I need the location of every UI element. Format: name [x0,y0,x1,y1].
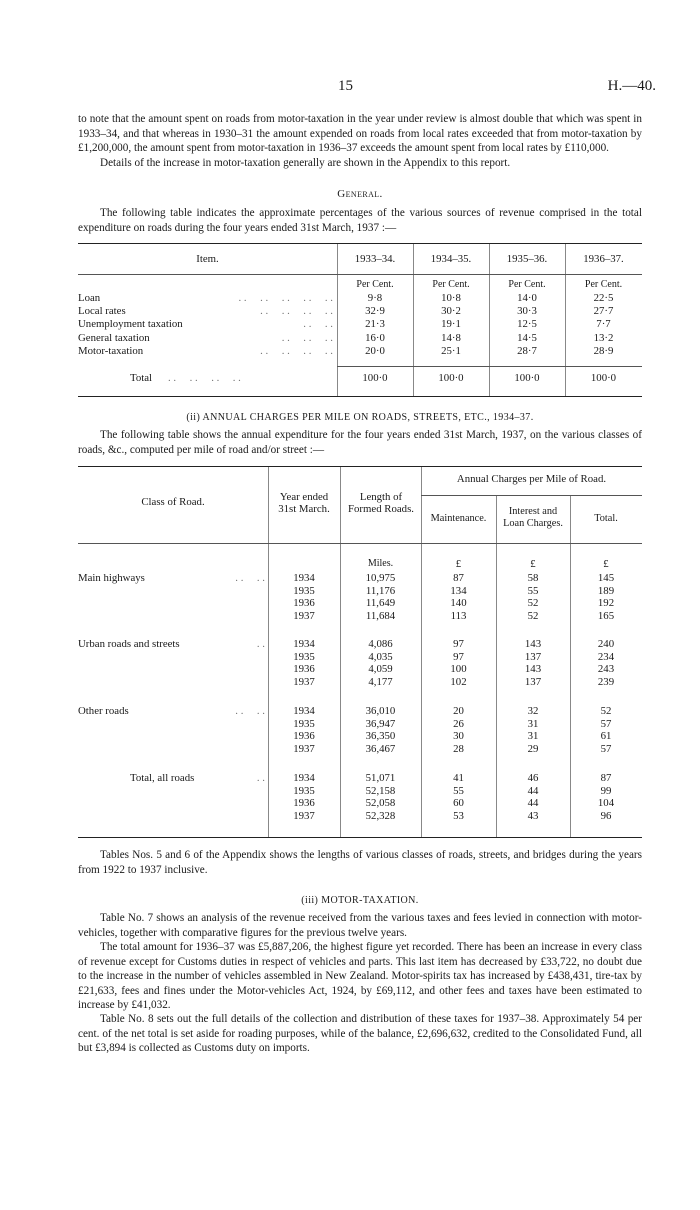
document-code: H.—40. [607,78,656,94]
table2-cell-maint: 28 [453,742,464,755]
table2-cell-total: 57 [600,742,612,755]
table2-cell-length: 36,947 [365,717,396,730]
table1-cell: 14·0 [517,292,537,304]
table2-top-rule [78,466,642,467]
table2-cell-length: 36,010 [365,705,396,717]
table2-cell-total: 243 [597,663,615,676]
table2-cell-maint: 55 [453,784,464,797]
table1-row-label: Loan [78,292,101,304]
table2-cell-interest: 43 [527,809,539,822]
table2-group-label: Other roads [78,705,129,717]
table2-cell-interest: 46 [527,772,539,784]
table2-cell-total: 240 [597,638,615,650]
table2-cell-total: 61 [600,730,612,743]
table1-cell: 20·0 [365,344,385,357]
table1-total-label: Total [130,372,153,384]
general-paragraph: The following table indicates the approximate percentages of the various sources of revenue comprised in the total expenditure on roads during the four years ended 31st March, 1937 :— [78,207,642,234]
table1-cell: 16·0 [365,331,385,344]
intro-paragraph: to note that the amount spent on roads from motor-taxation in the year under review is almost double that which was spent in 1933–34, and that whereas in 1930–31 the amount expended on roads from local rates exceeded that from motor-taxation by £1,200,000, the amount spent from motor-taxation in 1936–37 exceeds the amount spent from local rates by £110,000. [78,113,642,155]
general-heading: General. [337,188,383,200]
motor-taxation-paragraph-2: The total amount for 1936–37 was £5,887,206, the highest figure yet recorded. There has been an increase in every class of revenue except for Customs duties in respect of vehicles and parts. This last item has decreased by £33,722, no doubt due to the increase in the number of vehicles assembled in New Zealand. Motor-spirits tax has increased by £438,431, tire-tax by £21,633, fees and fines under the Motor-vehicles Act, 1924, by £69,112, and other fees and taxes have been estimated to increase by £41,032. [78,941,642,1012]
table2-cell-year: 1936 [293,797,315,810]
table1-row-dots: . . . . . . . . [260,344,333,357]
appendix-note: Details of the increase in motor-taxation generally are shown in the Appendix to this report. [100,157,511,169]
table1-total-value: 100·0 [438,372,464,384]
table2-cell-length: 36,467 [365,742,396,755]
table2-cell-interest: 55 [527,584,539,597]
table2-cell-total: 57 [600,717,612,730]
table1-unit: Per Cent. [584,279,623,290]
table2-group-rule [421,495,642,496]
table2-cell-length: 52,158 [365,784,396,797]
table1-unit: Per Cent. [356,279,394,290]
table2-cell-interest: 44 [527,797,539,810]
table1-top-rule [78,243,642,244]
table2-header-rule [78,543,642,544]
table2-header-class: Class of Road. [141,496,205,508]
table2-cell-year: 1937 [293,809,315,822]
table2-header-annual-charges: Annual Charges per Mile of Road. [456,473,607,485]
table2-cell-maint: 60 [453,797,464,810]
annual-charges-paragraph: The following table shows the annual expenditure for the four years ended 31st March, 1937, on the various classes of roads, &c., computed per mile of road and/or street :— [78,429,642,456]
table2-group-dots: . . . . [235,572,265,584]
table2-cell-year: 1936 [293,597,315,610]
table1-unit: Per Cent. [432,279,470,290]
table2-cell-interest: 137 [524,650,542,663]
table2-cell-length: 11,176 [365,584,396,597]
table1-cell: 28·9 [593,344,614,357]
table1-cell: 28·7 [517,344,537,357]
table2-cell-maint: 41 [453,772,464,784]
table1-row-dots: . . . . [303,318,333,331]
motor-taxation-paragraph-3: Table No. 8 sets out the full details of the collection and distribution of these taxes for 1937–38. Approximately 54 per cent. of the net total is set aside for roading purposes, while of the balance, £2,696,632, credited to the Consolidated Fund, all but £3,894 is collected as Customs duty on imports. [78,1013,642,1055]
table1-total-value: 100·0 [590,372,617,384]
table2-cell-interest: 137 [524,675,542,688]
table1-bottom-rule [78,396,642,397]
table2-cell-interest: 143 [524,638,542,650]
table1-cell: 22·5 [593,292,614,304]
table2-cell-year: 1934 [293,772,315,784]
table1-header-rule [78,274,642,275]
table2-cell-length: 4,035 [368,650,393,663]
table2-cell-interest: 31 [527,730,539,743]
table2-cell-length: 51,071 [365,772,396,784]
table1-cell: 13·2 [593,331,614,344]
table1-row-label: Unemployment taxation [78,318,183,331]
table2-cell-length: 36,350 [365,730,396,743]
annual-charges-heading: (ii) ANNUAL CHARGES PER MILE ON ROADS, STREETS, ETC., 1934–37. [186,412,534,423]
table2-cell-total: 192 [597,597,615,610]
table2-cell-length: 11,684 [365,609,396,622]
table2-cell-length: 52,058 [365,797,396,810]
table2-group-dots: . . [256,638,265,650]
table2-cell-maint: 134 [450,584,467,597]
table2-cell-maint: 97 [453,638,464,650]
table1-cell: 19·1 [441,318,461,331]
table2-cell-interest: 52 [527,609,539,622]
table2-cell-interest: 44 [527,784,539,797]
table1-unit: Per Cent. [508,279,546,290]
table2-cell-maint: 113 [450,609,467,622]
table2-header-interest: Interest and Loan Charges. [503,506,563,529]
table1-total-value: 100·0 [362,372,388,384]
table2-cell-year: 1935 [293,584,315,597]
table2-header-maintenance: Maintenance. [430,513,487,524]
table2-cell-total: 104 [597,797,615,810]
table2-cell-total: 239 [597,675,615,688]
table1-header-year: 1933–34. [354,253,396,265]
page-number: 15 [338,78,353,94]
table2-cell-length: 4,059 [368,663,393,676]
table1-cell: 7·7 [596,318,611,331]
table2-cell-length: 4,086 [368,638,393,650]
table2-header-total: Total. [594,513,618,524]
table1-total-value: 100·0 [514,372,540,384]
table2-cell-maint: 100 [450,663,467,676]
table1-cell: 30·3 [517,305,537,318]
table2-group-label: Main highways [78,572,145,584]
table1-cell: 32·9 [365,305,385,318]
motor-taxation-paragraph-1: Table No. 7 shows an analysis of the revenue received from the various taxes and fees levied in connection with motor-vehicles, together with comparative figures for the previous twelve years. [78,912,642,939]
table2-unit-pound: £ [603,558,609,570]
table2-cell-interest: 29 [527,742,539,755]
table2-cell-total: 145 [597,572,615,584]
table2-cell-interest: 31 [527,717,539,730]
table2-cell-interest: 58 [527,572,539,584]
table2-cell-total: 189 [597,584,615,597]
table2-cell-total: 99 [600,784,612,797]
table2-cell-length: 52,328 [365,809,396,822]
table2-cell-year: 1934 [293,638,315,650]
table1-cell: 27·7 [593,305,614,318]
table2-header-length: Length of Formed Roads. [348,491,414,515]
table1-cell: 30·2 [441,305,461,318]
table1-header-year: 1935–36. [506,253,548,265]
table2-group-label: Total, all roads [130,772,195,784]
table2-cell-total: 234 [597,650,615,663]
table2-cell-year: 1935 [293,784,315,797]
appendix-tables-note: Tables Nos. 5 and 6 of the Appendix shows the lengths of various classes of roads, streets, and bridges during the years from 1922 to 1937 inclusive. [78,849,642,876]
table2-cell-interest: 52 [527,597,539,610]
table2-cell-maint: 26 [453,717,464,730]
table1-row-dots: . . . . . . . . [260,305,333,318]
table2-cell-year: 1934 [293,705,315,717]
table1-header-year: 1936–37. [583,253,624,265]
table2-group-label: Urban roads and streets [78,638,180,650]
table1-row-dots: . . . . . . [281,331,333,344]
table1-cell: 14·5 [517,331,537,344]
table2-cell-interest: 32 [527,705,539,717]
table1-row-label: Local rates [78,305,126,318]
table2-cell-length: 11,649 [365,597,396,610]
table1-cell: 12·5 [517,318,537,331]
table2-cell-length: 4,177 [368,675,393,688]
table1-cell: 14·8 [441,331,461,344]
table2-cell-interest: 143 [524,663,542,676]
table2-cell-year: 1935 [293,717,315,730]
table2-cell-year: 1937 [293,675,315,688]
table2-unit-pound: £ [455,558,462,570]
table2-cell-year: 1936 [293,730,315,743]
table2-cell-year: 1937 [293,742,315,755]
table1-cell: 9·8 [367,292,383,304]
table1-total-dots: . . . . . . . . [168,372,241,384]
table1-row-label: Motor-taxation [78,344,144,357]
table1-cell: 21·3 [365,318,385,331]
table2-cell-length: 10,975 [365,572,396,584]
table2-cell-year: 1935 [293,650,315,663]
table2-cell-year: 1934 [293,572,315,584]
table2-cell-maint: 140 [450,597,467,610]
table1-cell: 25·1 [441,344,461,357]
table2-cell-year: 1936 [293,663,315,676]
table2-bottom-rule [78,837,642,838]
table1-row-label: General taxation [78,331,150,344]
table2-unit-pound: £ [530,558,536,570]
table2-cell-year: 1937 [293,609,315,622]
table2-cell-maint: 53 [453,809,464,822]
table2-cell-maint: 102 [450,675,467,688]
table1-header-year: 1934–35. [430,253,472,265]
table2-cell-total: 96 [600,809,612,822]
table2-cell-maint: 30 [453,730,464,743]
table2-cell-maint: 97 [453,650,464,663]
table2-cell-maint: 20 [453,705,464,717]
table2-unit-miles: Miles. [367,558,394,569]
table1-total-rule [337,366,642,367]
table1-cell: 10·8 [441,292,461,304]
table2-cell-total: 87 [600,772,612,784]
table2-cell-total: 52 [600,705,612,717]
table2-divider [268,467,269,837]
table2-group-dots: . . . . [235,705,265,717]
table2-header-year: Year ended 31st March. [278,491,330,515]
table1-header-item: Item. [196,253,219,265]
table1-row-dots: . . . . . . . . . . [238,292,333,304]
table2-cell-maint: 87 [453,572,464,584]
motor-taxation-heading: (iii) MOTOR-TAXATION. [301,895,419,906]
table2-group-dots: . . [256,772,265,784]
table2-cell-total: 165 [597,609,615,622]
